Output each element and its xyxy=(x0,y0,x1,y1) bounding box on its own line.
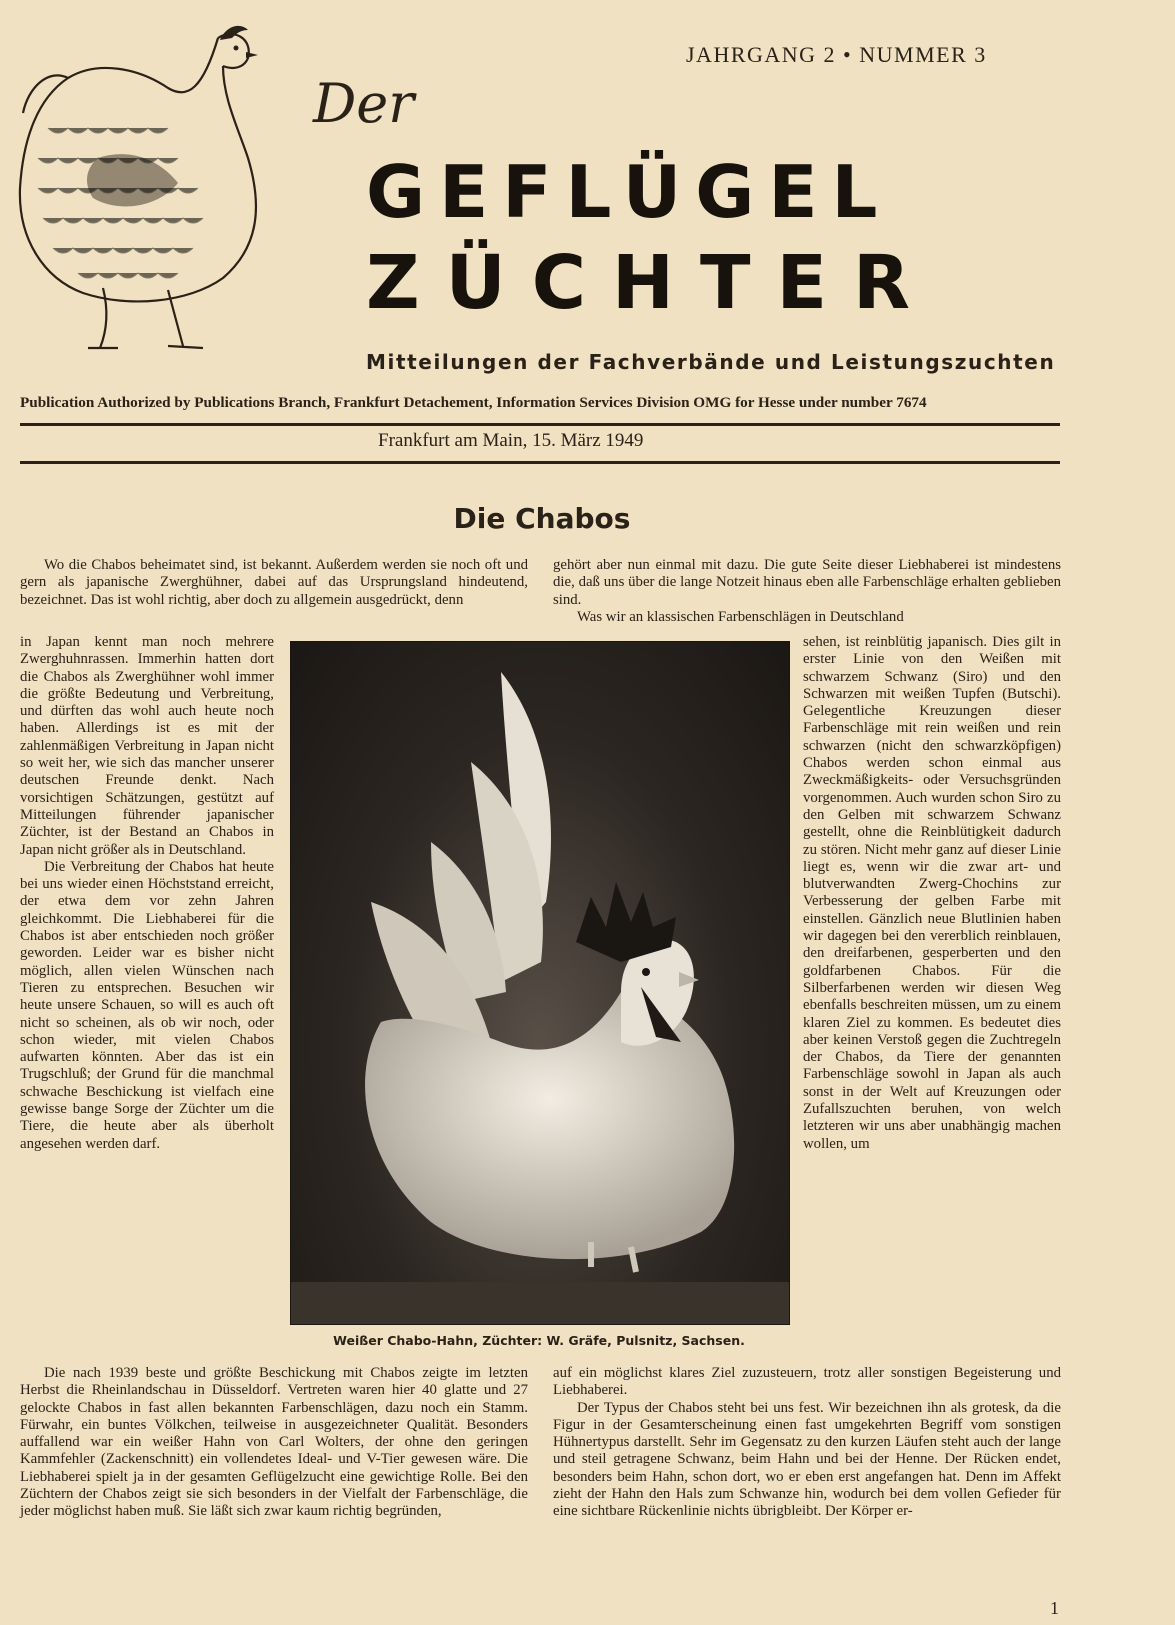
masthead-subtitle: Mitteilungen der Fachverbände und Leistungszuchten xyxy=(366,350,1056,374)
paragraph: Die Verbreitung der Chabos hat heute bei uns wieder einen Höchststand erreicht, der etwa dem vor zehn Jahren gleichkommt. Die Liebhaberei für die Chabos ist aber entschieden noch größer geworden. Leider war es bisher nicht möglich, allen vielen Wünschen nach Tieren zu entsprechen. Besuchen wir heute unsere Schauen, so will es auch oft nicht so scheinen, als ob wir noch, oder schon wieder, mit vielen Chabos aufwarten könnten. Aber das ist ein Trugschluß; der Grund für die manchmal schwache Beschickung ist vielfach eine gewisse bange Sorge der Züchter um die Tiere, die heute aber als überholt angesehen werden darf. xyxy=(20,858,274,1152)
article-bottom-left xyxy=(20,1365,528,1521)
paragraph: Was wir an klassischen Farbenschlägen in Deutschland xyxy=(577,608,904,625)
paragraph: auf ein möglichst klares Ziel zuzusteuern, trotz aller sonstigen Begeisterung und Liebhaberei. xyxy=(553,1365,1061,1399)
article-left-top xyxy=(20,557,528,609)
rule-bottom xyxy=(20,461,1060,464)
hen-illustration xyxy=(8,8,273,366)
paragraph: Wo die Chabos beheimatet sind, ist bekannt. Außerdem werden sie noch oft und gern als japanische Zwerghühner, dabei auf das Ursprungsland hindeutend, bezeichnet. Das ist wohl richtig, aber doch zu allgemein ausgedrückt, denn xyxy=(20,557,528,608)
rooster-figure xyxy=(291,642,789,1324)
paragraph: Die nach 1939 beste und größte Beschickung mit Chabos zeigte im letzten Herbst die Rheinlandschau in Düsseldorf. Vertreten waren hier 40 glatte und 27 gelockte Chabos in fast allen bekannten Farbenschlägen, dazu noch ein Stamm. Fürwahr, ein buntes Völkchen, teilweise in ausgezeichneter Qualität. Besonders auffallend war ein weißer Hahn von Carl Wolters, der ohne den geringen Kammfehler (Zackenschnitt) ein vollendetes Ideal- und V-Tier gewesen wäre. Die Liebhaberei spielt ja in der gesamten Geflügelzucht eine gewichtige Rolle. Bei den Züchtern der Chabos zeigt sie sich besonders in der Vielfalt der Farbenschläge, die jeder möglichst haben muß. Sie läßt sich zwar kaum richtig begründen, xyxy=(20,1365,528,1520)
photo-caption: Weißer Chabo-Hahn, Züchter: W. Gräfe, Pulsnitz, Sachsen. xyxy=(333,1333,745,1348)
dateline: Frankfurt am Main, 15. März 1949 xyxy=(378,430,644,451)
rule-top xyxy=(20,423,1060,426)
paragraph: gehört aber nun einmal mit dazu. Die gute Seite dieser Liebhaberei ist mindestens die, daß uns über die lange Notzeit hinaus eben alle Farbenschläge erhalten geblieben sind. xyxy=(553,557,1061,608)
rooster-photo xyxy=(290,641,790,1325)
publication-authorization: Publication Authorized by Publications Branch, Frankfurt Detachement, Information Services Division OMG for Hesse under number 7674 xyxy=(20,394,927,411)
masthead-title-line2: ZÜCHTER xyxy=(366,240,936,326)
page-number: 1 xyxy=(1050,1598,1059,1618)
masthead-title-line1: GEFLÜGEL xyxy=(366,150,892,234)
article-bottom-right xyxy=(553,1365,1061,1521)
paragraph: Der Typus der Chabos steht bei uns fest. Wir bezeichnen ihn als grotesk, da die Figur in der Gesamterscheinung einen fast umgekehrten Begriff vom sonstigen Hühnertypus darstellt. Sehr im Gegensatz zu den kurzen Läufen steht auch der lange und steil getragene Schwanz, beim Hahn und bei der Henne. Der Rücken endet, besonders beim Hahn, schon dort, wo er eben erst angefangen hat. Denn im Affekt zieht der Hahn den Hals zum Schwanze hin, wodurch bei dem vollen Gefieder für eine sichtbare Rückenlinie nichts übrigbleibt. Der Körper er- xyxy=(553,1399,1061,1520)
paragraph: sehen, ist reinblütig japanisch. Dies gilt in erster Linie von den Weißen mit schwarzem Schwanz (Siro) und den Schwarzen mit weißen Tupfen (Butschi). Gelegentliche Kreuzungen dieser Farbenschläge mit rein weißen und rein schwarzen (nicht den schwarzköpfigen) Chabos werden schon einmal aus Zweckmäßigkeits- oder Versuchsgründen vorgenommen. Auch wurden schon Siro zu den Gelben mit schwarzem Schwanz gestellt, ohne die Reinblütigkeit dadurch zu stören. Nicht mehr ganz auf dieser Linie liegt es, wenn wir die zwar art- und blutverwandten Zwerg-Chochins zur Verbesserung der gelben Farbe mit einstellen. Gänzlich neue Blutlinien haben wir dagegen bei den vererblich reinblauen, den dreifarbenen, gesperberten und den goldfarbenen Chabos. Für die Silberfarbenen werden wir diesen Weg ebenfalls beschreiten müssen, um zu einem klaren Ziel zu kommen. Es bedeutet dies aber keinen Verstoß gegen die Zuchtregeln der Chabos, da Tiere der genannten Farbenschläge sowohl in Japan als auch sonst in der Welt auf Kreuzungen oder Zufallszuchten beruhen, von welch letzteren wir uns aber unabhängig machen wollen, um xyxy=(803,634,1061,1152)
article-right-top xyxy=(553,557,1061,626)
paragraph: in Japan kennt man noch mehrere Zwerghuhnrassen. Immerhin hatten dort die Chabos als Zwerghühner wohl immer die größte Bedeutung und Verbreitung, und dürften das wohl auch heute noch haben. Allerdings ist es mit der zahlenmäßigen Verbreitung in Japan nicht so weit her, wie sich das mancher unserer deutschen Freunde denkt. Nach vorsichtigen Schätzungen, gestützt auf Mitteilungen führender japanischer Züchter, ist der Bestand an Chabos in Japan nicht größer als in Deutschland. xyxy=(20,634,274,858)
issue-number: JAHRGANG 2 • NUMMER 3 xyxy=(686,42,987,67)
article-left-narrow xyxy=(20,634,274,1153)
article-headline: Die Chabos xyxy=(453,502,631,535)
article-right-narrow xyxy=(803,634,1061,1153)
masthead-der: Der xyxy=(313,72,415,135)
